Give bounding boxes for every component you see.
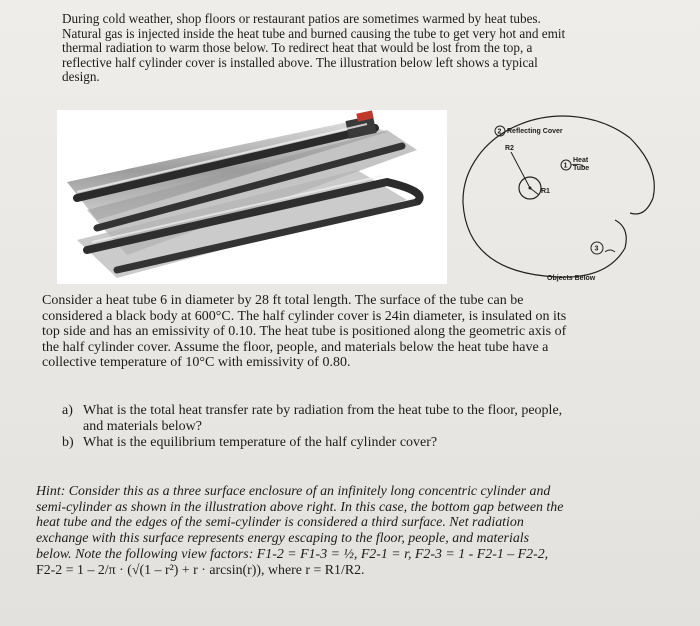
hint-line: semi-cylinder as shown in the illustration above right. In this case, the bottom gap between the — [36, 499, 564, 515]
cover-number: 2 — [497, 128, 502, 136]
question-b — [62, 435, 652, 451]
r2-label: R2 — [505, 145, 514, 152]
hint-line: exchange with this surface represents energy escaping to the floor, people, and materials — [36, 531, 530, 547]
heat-tube-photo — [57, 110, 447, 284]
heat-tube-illustration — [57, 110, 447, 284]
hint-line: heat tube and the edges of the semi-cylinder is considered a third surface. Net radiation — [36, 515, 524, 531]
cover-label: Reflecting Cover — [507, 128, 563, 135]
hint-line: Hint: Consider this as a three surface enclosure of an infinitely long concentric cylinder and — [36, 484, 551, 499]
enclosure-schematic — [455, 108, 677, 288]
question-line: and materials below? — [83, 418, 202, 434]
intro-line: During cold weather, shop floors or restaurant patios are sometimes warmed by heat tubes. — [62, 11, 541, 26]
intro-line: Natural gas is injected inside the heat tube and burned causing the tube to get very hot and emit — [62, 25, 566, 41]
objects-number: 3 — [594, 245, 599, 253]
intro-line: reflective half cylinder cover is installed above. The illustration below left shows a typical — [62, 54, 538, 70]
problem-line: considered a black body at 600°C. The half cylinder cover is 24in diameter, is insulated on its — [42, 308, 567, 324]
problem-line: Consider a heat tube 6 in diameter by 28 ft total length. The surface of the tube can be — [42, 293, 524, 308]
questions-list — [62, 403, 652, 452]
hint-paragraph — [36, 484, 652, 578]
question-label: b) — [62, 435, 74, 451]
intro-line: thermal radiation to warm those below. To redirect heat that would be lost from the top, a — [62, 40, 533, 56]
view-factor-formula: F2-2 = 1 – 2/π · (√(1 – r²) + r · arcsin(r)), where r = R1/R2. — [36, 562, 365, 578]
r1-label: R1 — [541, 188, 550, 195]
question-line: What is the equilibrium temperature of the half cylinder cover? — [83, 435, 438, 451]
tube-label: Heat — [573, 157, 589, 164]
tube-label-2: Tube — [573, 165, 590, 172]
intro-paragraph — [62, 12, 642, 85]
question-label: a) — [62, 403, 73, 418]
problem-line: top side and has an emissivity of 0.10. The heat tube is positioned along the geometric axis of — [42, 324, 567, 340]
objects-label: Objects Below — [547, 275, 596, 282]
hint-line: below. Note the following view factors: F1-2 = F1-3 = ½, F2-1 = r, F2-3 = 1 - F2-1 – F2-2, — [36, 546, 549, 562]
question-line: What is the total heat transfer rate by radiation from the heat tube to the floor, people, — [83, 403, 563, 418]
problem-line: the half cylinder cover. Assume the floor, people, and materials below the heat tube have a — [42, 339, 549, 355]
tube-number: 1 — [563, 162, 568, 170]
problem-statement — [42, 293, 642, 371]
intro-line: design. — [62, 69, 100, 85]
question-text — [83, 403, 652, 434]
enclosure-diagram — [455, 108, 677, 288]
problem-line: collective temperature of 10°C with emissivity of 0.80. — [42, 355, 351, 371]
question-text — [83, 435, 652, 451]
question-a — [62, 403, 652, 434]
